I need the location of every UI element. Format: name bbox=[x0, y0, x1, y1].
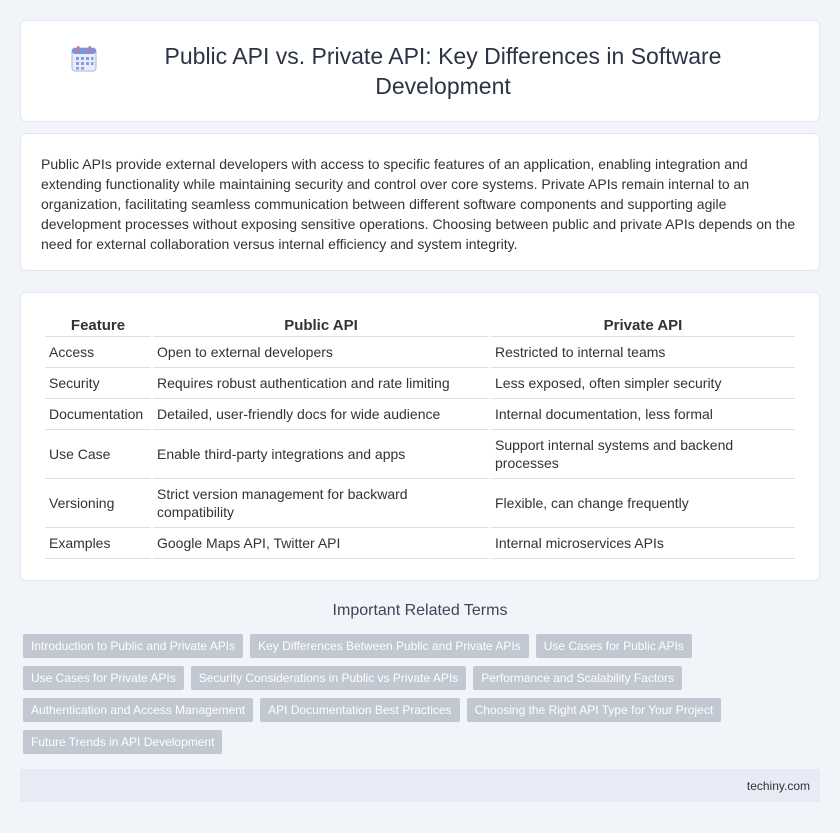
table-cell: Internal microservices APIs bbox=[491, 528, 795, 559]
table-cell: Use Case bbox=[45, 430, 151, 479]
comparison-table-card bbox=[20, 292, 820, 581]
title-card bbox=[20, 20, 820, 122]
related-terms-list bbox=[23, 634, 823, 762]
table-cell: Examples bbox=[45, 528, 151, 559]
table-cell: Access bbox=[45, 337, 151, 368]
table-cell: Less exposed, often simpler security bbox=[491, 368, 795, 399]
table-cell: Requires robust authentication and rate limiting bbox=[153, 368, 489, 399]
table-row bbox=[45, 528, 795, 559]
page-title: Public API vs. Private API: Key Differences in Software Development bbox=[164, 43, 722, 99]
table-cell: Support internal systems and backend processes bbox=[491, 430, 795, 479]
table-cell: Flexible, can change frequently bbox=[491, 479, 795, 528]
intro-card bbox=[20, 133, 820, 271]
footer-site-link[interactable]: techiny.com bbox=[746, 778, 810, 793]
table-row bbox=[45, 368, 795, 399]
table-cell: Detailed, user-friendly docs for wide audience bbox=[153, 399, 489, 430]
column-header-public-api: Public API bbox=[153, 313, 489, 337]
column-header-private-api: Private API bbox=[491, 313, 795, 337]
footer bbox=[20, 769, 820, 802]
table-cell: Documentation bbox=[45, 399, 151, 430]
table-cell: Restricted to internal teams bbox=[491, 337, 795, 368]
related-term-tag[interactable]: Use Cases for Private APIs bbox=[23, 666, 184, 690]
comparison-table bbox=[43, 313, 797, 559]
related-term-tag[interactable]: Choosing the Right API Type for Your Project bbox=[467, 698, 722, 722]
table-cell: Security bbox=[45, 368, 151, 399]
related-term-tag[interactable]: Performance and Scalability Factors bbox=[473, 666, 682, 690]
title-wrap bbox=[70, 41, 770, 101]
related-term-tag[interactable]: Use Cases for Public APIs bbox=[536, 634, 692, 658]
related-term-tag[interactable]: Key Differences Between Public and Private APIs bbox=[250, 634, 529, 658]
related-terms-title: Important Related Terms bbox=[332, 602, 508, 619]
table-row bbox=[45, 337, 795, 368]
table-row bbox=[45, 479, 795, 528]
related-term-tag[interactable]: Authentication and Access Management bbox=[23, 698, 253, 722]
table-cell: Google Maps API, Twitter API bbox=[153, 528, 489, 559]
table-cell: Strict version management for backward compatibility bbox=[153, 479, 489, 528]
related-term-tag[interactable]: Introduction to Public and Private APIs bbox=[23, 634, 243, 658]
related-term-tag[interactable]: API Documentation Best Practices bbox=[260, 698, 459, 722]
table-cell: Enable third-party integrations and apps bbox=[153, 430, 489, 479]
table-cell: Internal documentation, less formal bbox=[491, 399, 795, 430]
table-header-row bbox=[45, 313, 795, 337]
table-row bbox=[45, 430, 795, 479]
column-header-feature: Feature bbox=[45, 313, 151, 337]
calendar-icon bbox=[70, 45, 98, 73]
related-term-tag[interactable]: Future Trends in API Development bbox=[23, 730, 222, 754]
table-cell: Versioning bbox=[45, 479, 151, 528]
table-row bbox=[45, 399, 795, 430]
table-cell: Open to external developers bbox=[153, 337, 489, 368]
related-term-tag[interactable]: Security Considerations in Public vs Private APIs bbox=[191, 666, 466, 690]
intro-paragraph: Public APIs provide external developers with access to specific features of an application, enabling integration and extending functionality while maintaining security and control over core systems. Private APIs remain internal to an organization, facilitating seamless communication between different software components and supporting agile development processes without exposing sensitive operations. Choosing between public and private APIs depends on the need for external collaboration versus internal efficiency and system integrity. bbox=[41, 156, 796, 252]
